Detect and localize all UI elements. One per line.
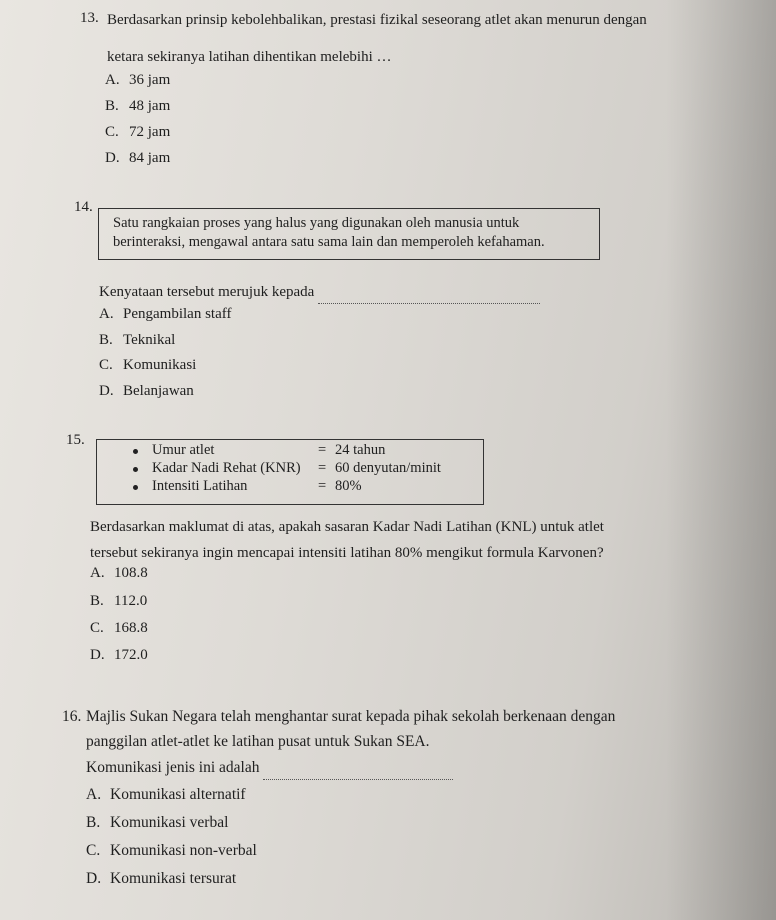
option-letter: B. — [99, 332, 113, 348]
option-text: 172.0 — [114, 647, 148, 663]
option-letter: B. — [86, 814, 101, 831]
question-stem-line: Berdasarkan maklumat di atas, apakah sasaran Kadar Nadi Latihan (KNL) untuk atlet — [90, 519, 604, 535]
question-stem-line: tersebut sekiranya ingin mencapai intensiti latihan 80% mengikut formula Karvonen? — [90, 545, 604, 561]
option-d[interactable] — [90, 647, 148, 664]
info-equals: = — [318, 442, 327, 458]
question-stem-line: Majlis Sukan Negara telah menghantar surat kepada pihak sekolah berkenaan dengan — [86, 708, 616, 725]
option-b[interactable] — [105, 98, 170, 115]
option-text: Komunikasi non-verbal — [110, 842, 257, 859]
question-prompt — [99, 280, 540, 304]
option-letter: C. — [99, 357, 113, 373]
option-letter: B. — [90, 593, 104, 609]
option-letter: D. — [90, 647, 105, 663]
option-text: 112.0 — [114, 593, 148, 609]
info-label: Umur atlet — [152, 442, 215, 458]
info-value: 60 denyutan/minit — [335, 460, 441, 476]
info-equals: = — [318, 460, 327, 476]
option-text: Komunikasi — [123, 357, 197, 373]
question-number: 16. — [62, 708, 82, 725]
option-c[interactable] — [86, 842, 257, 860]
info-equals: = — [318, 478, 327, 494]
option-c[interactable] — [99, 357, 196, 374]
question-prompt — [86, 756, 453, 780]
question-stem-line: Berdasarkan prinsip kebolehbalikan, prestasi fizikal seseorang atlet akan menurun dengan — [107, 12, 647, 28]
info-value: 24 tahun — [335, 442, 386, 458]
option-text: 36 jam — [129, 72, 171, 88]
option-b[interactable] — [99, 332, 175, 349]
option-text: 84 jam — [129, 150, 171, 166]
option-d[interactable] — [105, 150, 170, 167]
option-c[interactable] — [105, 124, 170, 141]
option-letter: D. — [99, 383, 114, 399]
question-number: 14. — [74, 199, 93, 215]
statement-line: Satu rangkaian proses yang halus yang digunakan oleh manusia untuk — [113, 215, 520, 231]
question-number: 15. — [66, 432, 85, 448]
option-text: Komunikasi verbal — [110, 814, 229, 831]
option-text: Belanjawan — [123, 383, 194, 399]
info-label: Kadar Nadi Rehat (KNR) — [152, 460, 301, 476]
option-d[interactable] — [99, 383, 194, 400]
answer-blank — [263, 779, 453, 780]
option-b[interactable] — [90, 593, 147, 610]
option-b[interactable] — [86, 814, 228, 832]
info-label: Intensiti Latihan — [152, 478, 248, 494]
option-letter: D. — [86, 870, 102, 887]
option-text: 72 jam — [129, 124, 171, 140]
option-text: 108.8 — [114, 565, 148, 581]
option-letter: C. — [86, 842, 101, 859]
bullet-icon — [133, 449, 138, 454]
option-text: 48 jam — [129, 98, 171, 114]
option-letter: A. — [105, 72, 120, 88]
option-letter: C. — [90, 620, 104, 636]
option-letter: B. — [105, 98, 119, 114]
option-letter: D. — [105, 150, 120, 166]
option-a[interactable] — [86, 786, 246, 804]
prompt-text: Kenyataan tersebut merujuk kepada — [99, 284, 315, 300]
option-c[interactable] — [90, 620, 148, 637]
statement-line: berinteraksi, mengawal antara satu sama lain dan memperoleh kefahaman. — [113, 234, 545, 250]
option-a[interactable] — [99, 306, 231, 323]
answer-blank — [318, 303, 540, 304]
option-text: Komunikasi tersurat — [110, 870, 237, 887]
option-letter: A. — [86, 786, 102, 803]
option-a[interactable] — [90, 565, 148, 582]
bullet-icon — [133, 485, 138, 490]
prompt-text: Komunikasi jenis ini adalah — [86, 759, 260, 776]
option-a[interactable] — [105, 72, 170, 89]
question-number: 13. — [80, 10, 99, 26]
info-value: 80% — [335, 478, 362, 494]
option-text: Teknikal — [123, 332, 176, 348]
option-letter: A. — [90, 565, 105, 581]
question-stem-line: ketara sekiranya latihan dihentikan melebihi … — [107, 49, 392, 65]
option-text: Komunikasi alternatif — [110, 786, 246, 803]
option-letter: A. — [99, 306, 114, 322]
option-letter: C. — [105, 124, 119, 140]
option-text: 168.8 — [114, 620, 148, 636]
option-text: Pengambilan staff — [123, 306, 232, 322]
page-shadow — [666, 0, 776, 920]
option-d[interactable] — [86, 870, 236, 888]
bullet-icon — [133, 467, 138, 472]
question-stem-line: panggilan atlet-atlet ke latihan pusat untuk Sukan SEA. — [86, 733, 430, 750]
